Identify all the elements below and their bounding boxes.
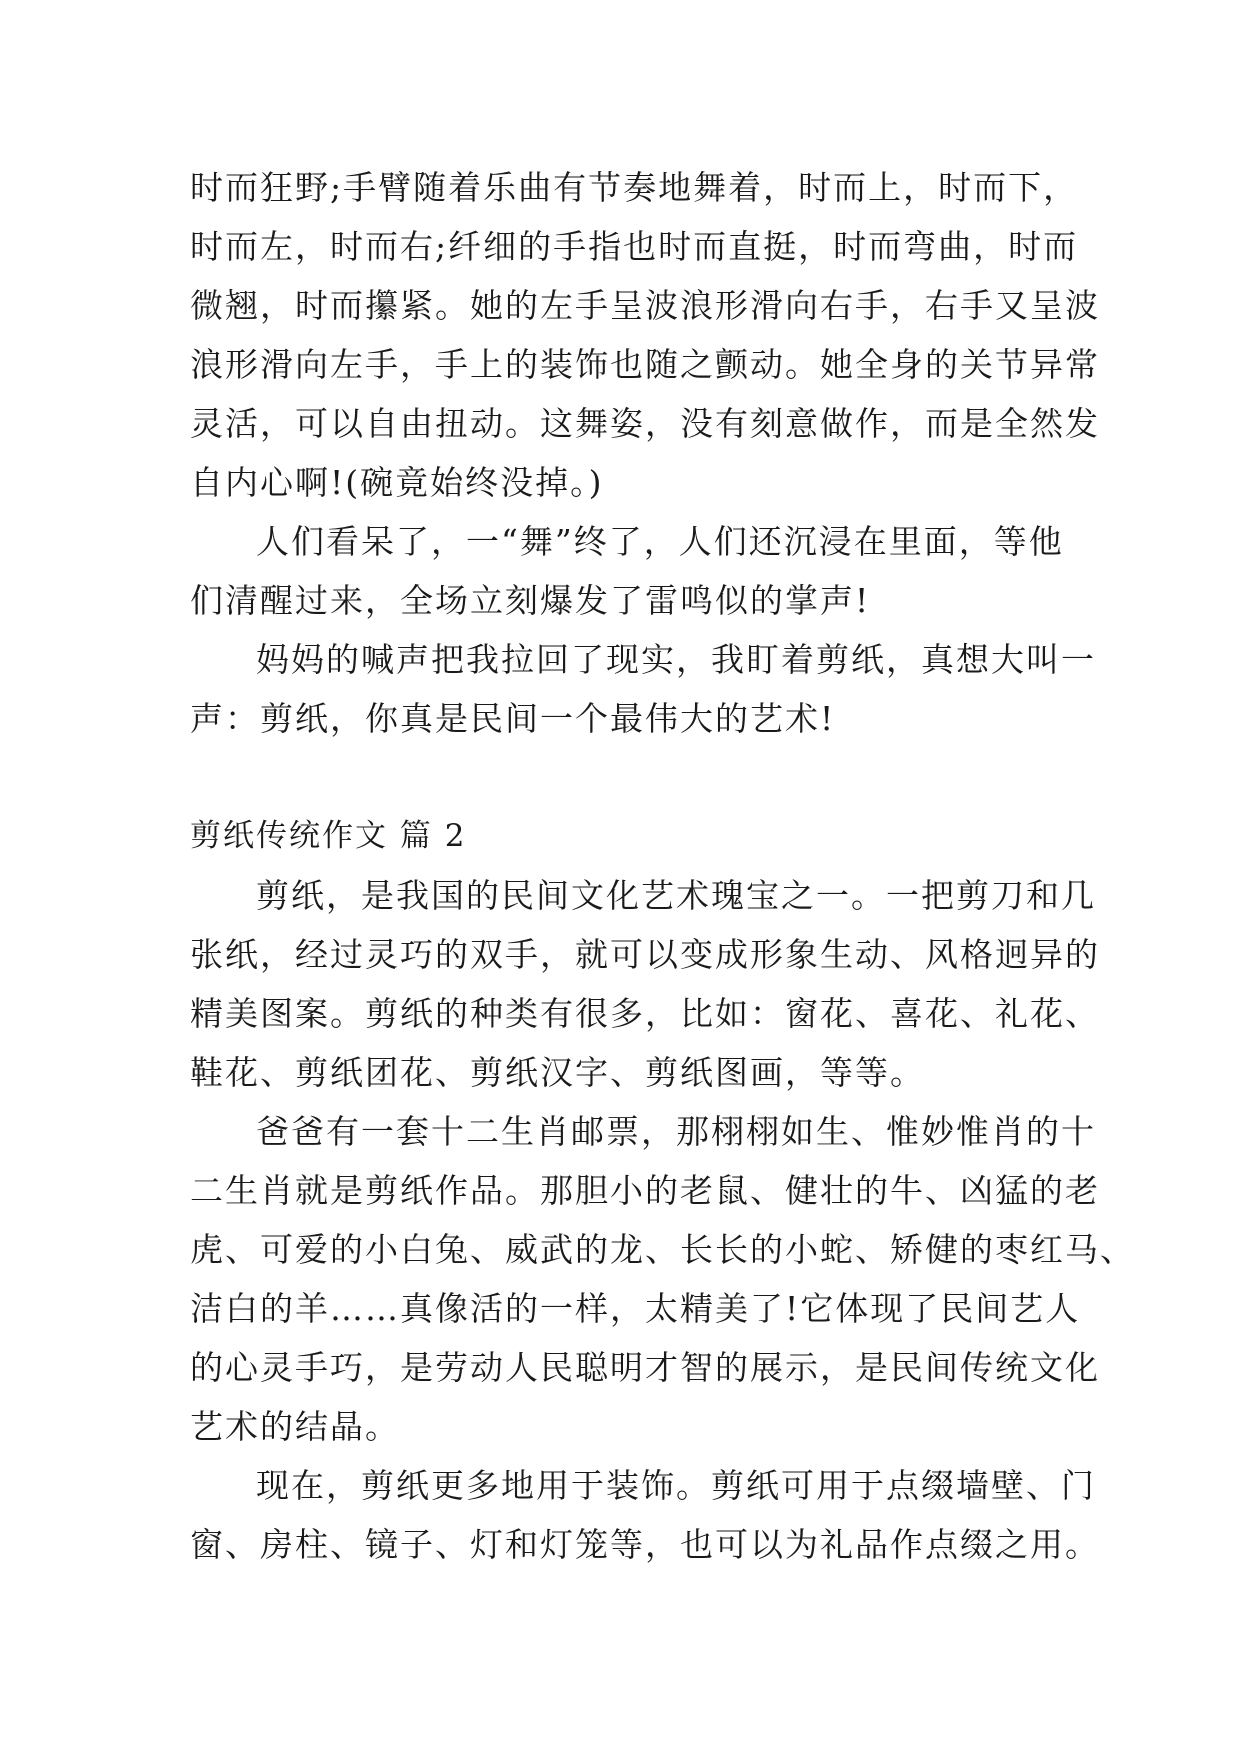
text-line: 灵活，可以自由扭动。这舞姿，没有刻意做作，而是全然发 <box>190 404 1100 443</box>
text-line: 鞋花、剪纸团花、剪纸汉字、剪纸图画，等等。 <box>190 1053 925 1092</box>
blank-line <box>190 748 1070 807</box>
text-line: 们清醒过来，全场立刻爆发了雷鸣似的掌声! <box>190 581 871 620</box>
text-line: 时而左，时而右;纤细的手指也时而直挺，时而弯曲，时而 <box>190 227 1079 266</box>
paragraph-stamps <box>190 1102 1135 1456</box>
paragraph-audience <box>190 512 1070 630</box>
text-line: 妈妈的喊声把我拉回了现实，我盯着剪纸，真想大叫一 <box>256 640 1096 679</box>
text-line: 爸爸有一套十二生肖邮票，那栩栩如生、惟妙惟肖的十 <box>256 1112 1096 1151</box>
text-line: 窗、房柱、镜子、灯和灯笼等，也可以为礼品作点缀之用。 <box>190 1525 1100 1564</box>
text-line: 虎、可爱的小白兔、威武的龙、长长的小蛇、矫健的枣红马、 <box>190 1230 1135 1269</box>
document-page <box>190 158 1135 1574</box>
text-line: 人们看呆了，一“舞”终了，人们还沉浸在里面，等他 <box>256 522 1064 561</box>
text-line: 现在，剪纸更多地用于装饰。剪纸可用于点缀墙壁、门 <box>256 1466 1096 1505</box>
text-line: 时而狂野;手臂随着乐曲有节奏地舞着，时而上，时而下， <box>190 168 1079 207</box>
paragraph-intro <box>190 866 1100 1102</box>
section-heading: 剪纸传统作文 篇 2 <box>190 818 467 854</box>
text-line: 精美图案。剪纸的种类有很多，比如：窗花、喜花、礼花、 <box>190 994 1100 1033</box>
paragraph-dance-continued <box>190 158 1100 512</box>
text-line: 自内心啊!(碗竟始终没掉。) <box>190 463 604 502</box>
paragraph-decoration <box>190 1456 1100 1574</box>
text-line: 艺术的结晶。 <box>190 1407 400 1446</box>
text-line: 张纸，经过灵巧的双手，就可以变成形象生动、风格迥异的 <box>190 935 1100 974</box>
text-line: 剪纸，是我国的民间文化艺术瑰宝之一。一把剪刀和几 <box>256 876 1096 915</box>
text-line: 声：剪纸，你真是民间一个最伟大的艺术! <box>190 699 836 738</box>
text-line: 的心灵手巧，是劳动人民聪明才智的展示，是民间传统文化 <box>190 1348 1100 1387</box>
text-line: 浪形滑向左手，手上的装饰也随之颤动。她全身的关节异常 <box>190 345 1100 384</box>
text-line: 二生肖就是剪纸作品。那胆小的老鼠、健壮的牛、凶猛的老 <box>190 1171 1100 1210</box>
paragraph-mother <box>190 630 1096 748</box>
text-line: 微翘，时而攥紧。她的左手呈波浪形滑向右手，右手又呈波 <box>190 286 1100 325</box>
text-line: 洁白的羊……真像活的一样，太精美了!它体现了民间艺人 <box>190 1289 1081 1328</box>
